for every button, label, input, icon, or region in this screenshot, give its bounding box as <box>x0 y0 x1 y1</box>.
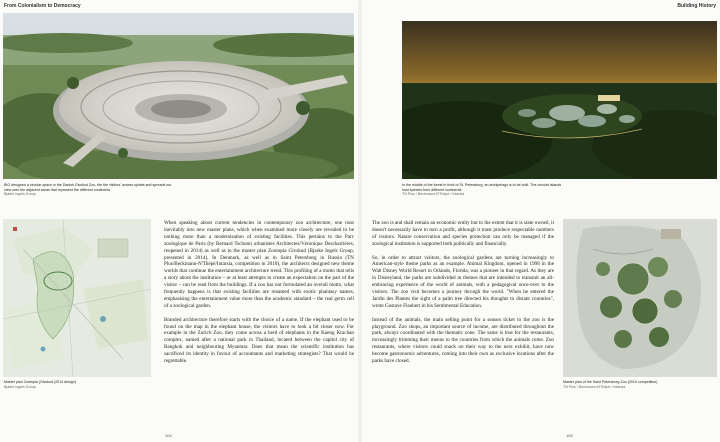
caption-plan-right-text: Master plan of the Saint Petersburg Zoo (2010 competition) <box>563 380 658 384</box>
body-paragraph: So, in order to attract visitors, the zoological gardens are turning increasingly to American-style theme parks as an example. Animal Kingdom, opened in 1998 in the Walt Disney World Resort in Orlando, Florida, was a pioneer in that regard. As they are in Disneyland, the parks are subdivided in themes that are intended to transmit an all-embracing experience of the world of animals, with a pedagogical once-over to the visitors. The zoo visit becomes a journey through the world. "When he entered the Jardin des Plantes the sight of a palm tree directed his thoughts to distant countries", wrote Gustave Flaubert in his Sentimental Education. <box>372 254 554 309</box>
running-head-right: Building History <box>677 3 716 9</box>
caption-plan-right-credit: TN Plus / Beckmann-N'Thépé / Intarsia <box>563 384 626 389</box>
zoo-archipelago-rendering-image <box>402 21 717 179</box>
page-number-right: 105 <box>566 433 573 438</box>
caption-top-left-credit: Bjarke Ingels Group <box>4 192 36 197</box>
body-text-right <box>372 220 554 365</box>
caption-plan-left <box>4 380 154 389</box>
page-number-left: 104 <box>165 433 172 438</box>
caption-top-left-text: BIG designed a circular space in the Danish Givskud Zoo, the the visitors' access spirals and spreads our view onto the adjacent areas that represent the different continents <box>4 183 172 192</box>
caption-top-right-text: In the middle of the forest in front of St. Petersburg, an archipelago is to be built. The circular islands host species from different continents <box>402 183 562 192</box>
body-paragraph: The zoo is and shall remain an economic entity but to the extent that it is state owned, it doesn't necessarily have to turn a profit, although it must produce respectable numbers of visitors. Nature conservation and species protection can only be managed if the zoological institution is supported both politically and financially. <box>372 220 554 247</box>
caption-plan-left-credit: Bjarke Ingels Group <box>4 384 36 389</box>
caption-top-right <box>402 183 562 197</box>
st-petersburg-master-plan-image <box>563 219 717 377</box>
caption-plan-right <box>563 380 717 389</box>
caption-plan-left-text: Master plan Zootopia (Givskud (2014 design) <box>4 380 76 384</box>
body-text-left <box>164 220 354 365</box>
body-paragraph: Branded architecture therefore starts with the choice of a name. If the elephant used to be found on the map in the elephant house, the visitors have to look a bit closer now. For example in the Zurich Zoo, they come across a herd of elephants in the Kaeng Krachan complex, named after a national park in Thailand, located between the capitol city of Bangkok and neighbouring Myanmar. Does that mean the scientific institution has sacrificed its identity in favour of accountants and marketing strategists? That would be regrettable. <box>164 316 354 365</box>
body-paragraph: Instead of the animals, the main selling point for a season ticket to the zoo is the playground. Zoo shops, an important source of income, are distributed throughout the park, always coordinated with the thematic zone. The same is true for the restaurants, increasingly trimming their menus to the countries from which the animals come. Zoo restaurants, where visitors could snack on their way to the next exhibit, have now become gastronomic adventures, coming into their own as exclusive locations after the parks have closed. <box>372 316 554 365</box>
caption-top-left <box>4 183 174 197</box>
running-head-left: From Colonialism to Democracy <box>4 3 81 9</box>
zoo-circle-rendering-image <box>3 13 354 179</box>
givskud-master-plan-image <box>3 219 151 377</box>
caption-top-right-credit: TN Plus / Beckmann-N'Thépé / Intarsia <box>402 192 465 197</box>
body-paragraph: When speaking about current tendencies in contemporary zoo architecture, one runs inevitably into new master plans, which when examined more closely are revealed to be nothing more than a modernisation of existing facilities. This pertains to the Parc zoologique de Paris (by Bernard Tschumi urbanistes Architectes/Véronique Descharrières, reopened in 2014) as well as to the master plan Zootopia Givskud (Bjarke Ingels Group, presented in 2014). In Denmark, as well as in Saint Petersburg in Russia (TN Plus/Beckmann-N'Thépé/Intarsia, competition in 2010), the architects designed new theme worlds that continue the entertainment architecture trend. This profiling of a motto that tells a story about the institution – or at least attempts to create an expectation on the part of the visitor – can be read from the buildings. If a zoo has not formulated an overall motto, what frequently happens is that existing facilities are renamed with exotic phantasy names, emphasising the entertainment value more than the academic standard – the real germ cell of a zoological garden. <box>164 220 354 309</box>
gutter <box>358 0 362 442</box>
